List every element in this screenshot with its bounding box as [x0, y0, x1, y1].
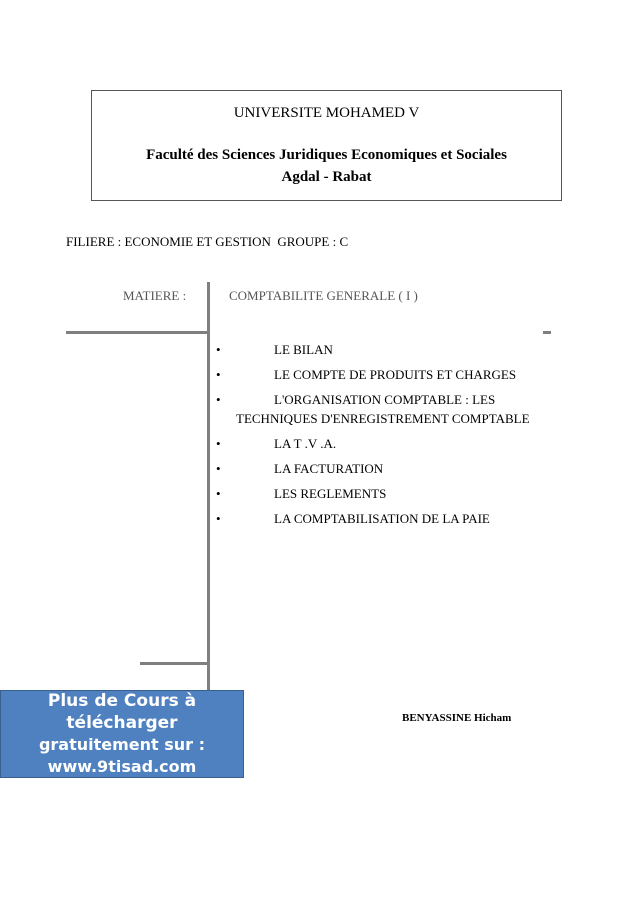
topic-text: LA FACTURATION: [274, 461, 384, 476]
topic-item: [216, 459, 546, 478]
ad-link[interactable]: www.9tisad.com: [47, 757, 197, 776]
matiere-value: COMPTABILITE GENERALE ( I ): [229, 288, 418, 303]
topic-list: [216, 340, 546, 534]
download-ad-banner[interactable]: [0, 690, 244, 778]
topic-text: LA T .V .A.: [274, 436, 337, 451]
horizontal-rule-right: [543, 331, 551, 334]
topic-text: LE BILAN: [274, 342, 333, 357]
vertical-rule: [207, 282, 210, 712]
university-name: UNIVERSITE MOHAMED V: [233, 105, 420, 121]
matiere-label: MATIERE :: [123, 288, 187, 303]
bullet-icon: •: [216, 342, 221, 357]
horizontal-rule-left: [66, 331, 208, 334]
horizontal-rule-bottom: [140, 662, 210, 665]
bullet-icon: •: [216, 461, 221, 476]
bullet-icon: •: [216, 486, 221, 501]
topic-text: LE COMPTE DE PRODUITS ET CHARGES: [274, 367, 517, 382]
bullet-icon: •: [216, 367, 221, 382]
topic-item: [216, 365, 546, 384]
topic-text: LA COMPTABILISATION DE LA PAIE: [274, 511, 490, 526]
topic-item: [216, 340, 546, 359]
filiere-line: FILIERE : ECONOMIE ET GESTION GROUPE : C: [66, 234, 349, 249]
topic-item: [216, 434, 546, 453]
topic-item: [216, 509, 546, 528]
ad-line-1: Plus de Cours à télécharger: [47, 691, 197, 733]
topic-text: LES REGLEMENTS: [274, 486, 387, 501]
bullet-icon: •: [216, 511, 221, 526]
bullet-icon: •: [216, 436, 221, 451]
bullet-icon: •: [216, 392, 221, 407]
faculty-name: Faculté des Sciences Juridiques Economiques et Sociales: [146, 147, 507, 163]
topic-text: L'ORGANISATION COMPTABLE : LES TECHNIQUES D'ENREGISTREMENT COMPTABLE: [236, 392, 530, 426]
author-name: BENYASSINE Hicham: [402, 712, 512, 724]
topic-item: [216, 484, 546, 503]
topic-item: [216, 390, 546, 428]
faculty-location: Agdal - Rabat: [281, 169, 372, 185]
ad-line-2: gratuitement sur :: [38, 735, 206, 754]
header-box: [91, 90, 562, 201]
